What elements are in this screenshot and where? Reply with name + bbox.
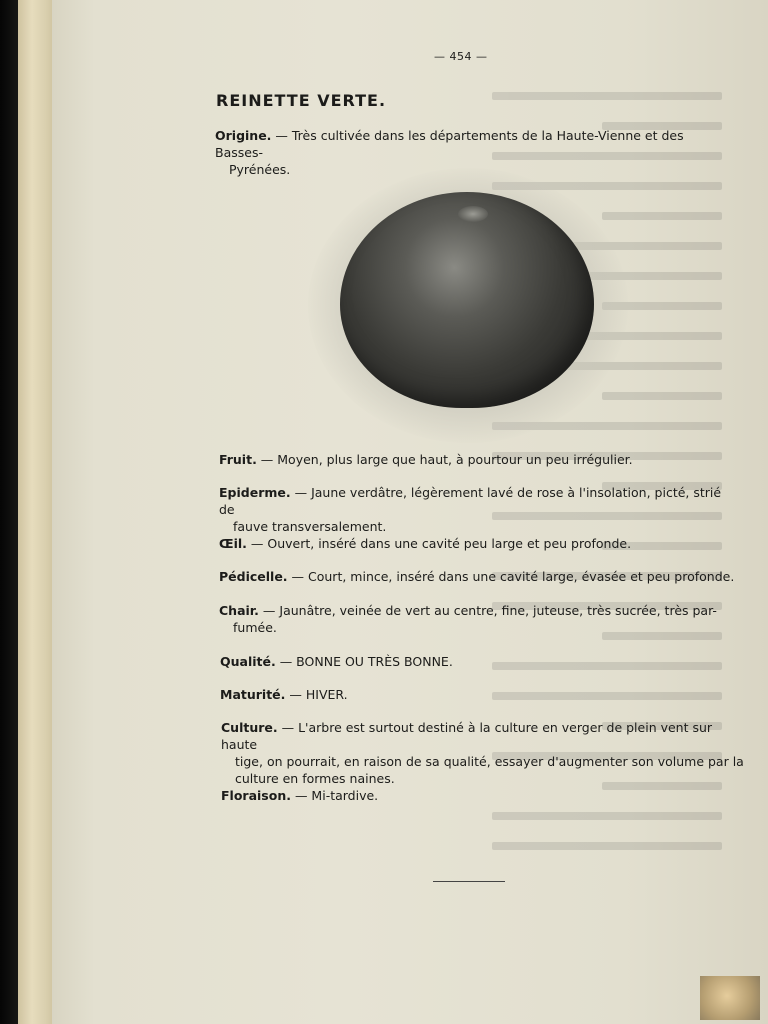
floraison-paragraph [221,787,741,804]
culture-text-cont2: culture en formes naines. [235,771,395,786]
culture-label: Culture. [221,720,278,735]
epiderme-text: — Jaune verdâtre, légèrement lavé de rose à l'insolation, picté, strié de [219,485,722,517]
pedicelle-paragraph [219,568,744,585]
chair-text-cont: fumée. [233,620,277,635]
maturite-paragraph [220,686,740,703]
apple-photo [340,192,594,408]
corner-thumbnail [700,976,760,1020]
fruit-text: — Moyen, plus large que haut, à pourtour un peu irrégulier. [256,452,633,467]
culture-paragraph [221,719,751,787]
floraison-text: — Mi-tardive. [290,788,379,803]
end-rule [433,881,505,882]
origine-label: Origine. [215,128,272,143]
maturite-label: Maturité. [220,687,286,702]
floraison-label: Floraison. [221,788,291,803]
chair-paragraph [219,602,744,636]
stalk-cavity [458,206,488,222]
chair-text: — Jaunâtre, veinée de vert au centre, fine, juteuse, très sucrée, très par- [258,603,717,618]
book-page [52,0,768,1024]
epiderme-label: Epiderme. [219,485,291,500]
oeil-text: — Ouvert, inséré dans une cavité peu large et peu profonde. [246,536,632,551]
pedicelle-text: — Court, mince, inséré dans une cavité large, évasée et peu profonde. [287,569,735,584]
origine-text: — Très cultivée dans les départements de la Haute-Vienne et des Basses- [215,128,684,160]
oeil-paragraph [219,535,739,552]
origine-text-cont: Pyrénées. [229,162,291,177]
chair-label: Chair. [219,603,259,618]
qualite-text: — BONNE OU TRÈS BONNE. [275,654,453,669]
qualite-label: Qualité. [220,654,276,669]
epiderme-text-cont: fauve transversalement. [233,519,387,534]
culture-text-cont: tige, on pourrait, en raison de sa qualité, essayer d'augmenter son volume par la [235,754,744,769]
qualite-paragraph [220,653,740,670]
fruit-paragraph [219,451,739,468]
page-number: — 454 — [434,50,488,63]
culture-text: — L'arbre est surtout destiné à la culture en verger de plein vent sur haute [221,720,713,752]
page-title: REINETTE VERTE. [216,91,387,110]
apple-illustration [308,168,638,448]
oeil-label: Œil. [219,536,247,551]
fruit-label: Fruit. [219,452,257,467]
maturite-text: — HIVER. [285,687,348,702]
pedicelle-label: Pédicelle. [219,569,288,584]
epiderme-paragraph [219,484,739,535]
